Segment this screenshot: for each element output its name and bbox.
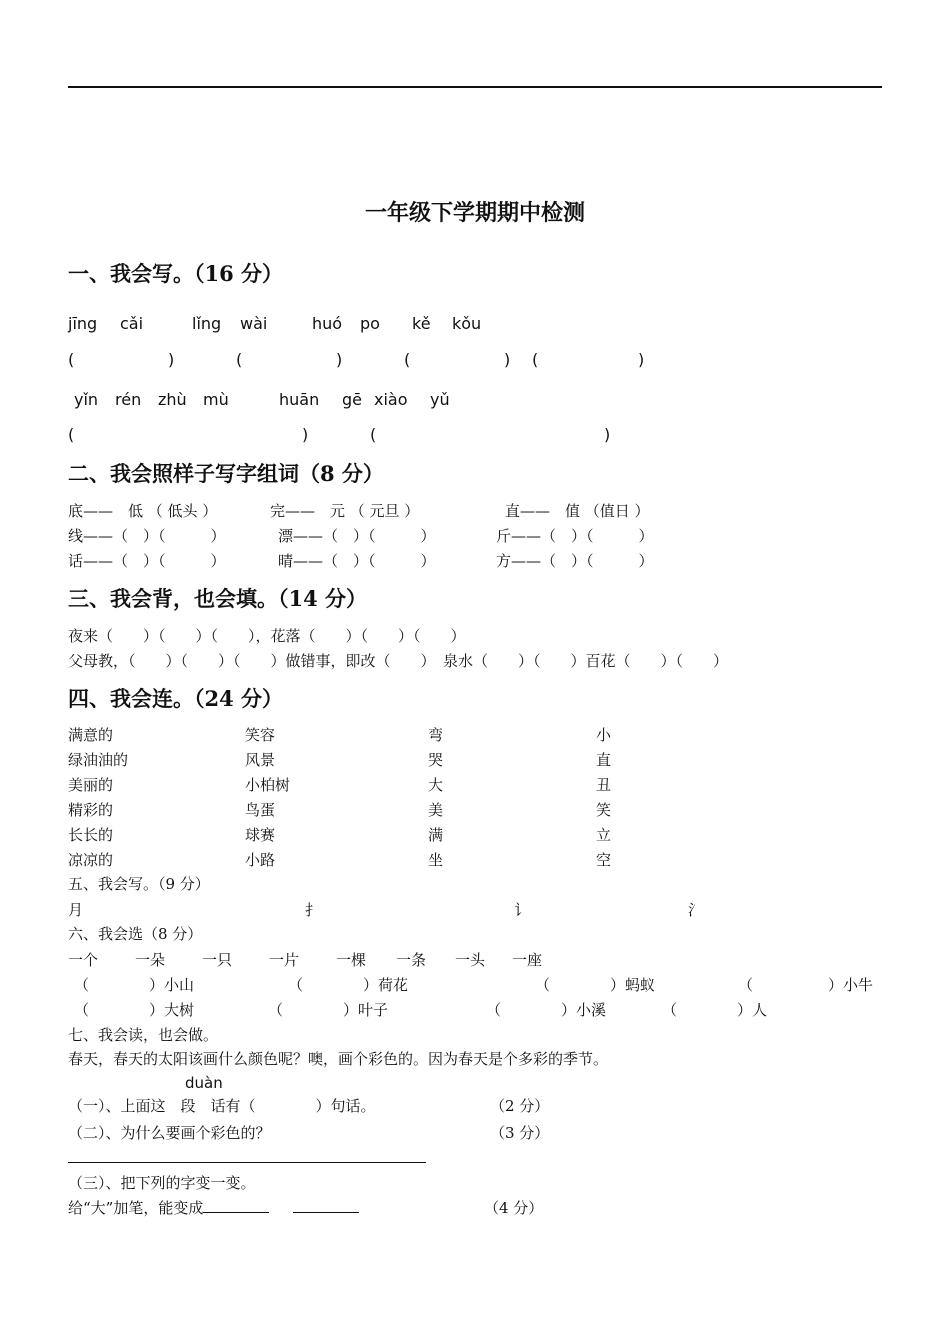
pinyin: jīng xyxy=(68,314,98,333)
close-bracket: ) xyxy=(336,350,343,369)
match-item[interactable]: 球赛 xyxy=(245,826,276,844)
question-3: （三）、把下列的字变一变。 xyxy=(68,1174,256,1192)
word-group-cell: 完—— 元 （ 元旦 ） xyxy=(270,502,420,520)
word-group-cell: 话——（ ）（ ） xyxy=(68,552,226,570)
fill-blank[interactable]: （ ）荷花 xyxy=(288,976,409,994)
pinyin: yǔ xyxy=(430,390,450,409)
match-item[interactable]: 直 xyxy=(596,751,612,769)
word-group-cell: 斤——（ ）（ ） xyxy=(496,527,654,545)
question-4-text: 给“大”加笔，能变成 xyxy=(68,1199,204,1217)
match-item[interactable]: 鸟蛋 xyxy=(245,801,276,819)
measure-word: 一条 xyxy=(396,951,427,969)
close-bracket: ) xyxy=(302,425,309,444)
close-bracket: ) xyxy=(168,350,175,369)
match-item[interactable]: 满 xyxy=(428,826,444,844)
question-2: （二）、为什么要画个彩色的？ xyxy=(68,1124,271,1142)
match-item[interactable]: 长长的 xyxy=(68,826,114,844)
fill-blank[interactable]: （ ）小山 xyxy=(74,976,195,994)
fill-blank[interactable]: （ ）叶子 xyxy=(268,1001,389,1019)
radical: 月 xyxy=(68,901,84,919)
measure-word: 一朵 xyxy=(135,951,166,969)
match-item[interactable]: 笑 xyxy=(596,801,612,819)
question-4 xyxy=(68,1197,359,1218)
section-6-heading: 六、我会选（8 分） xyxy=(68,925,203,943)
measure-word: 一只 xyxy=(202,951,233,969)
word-group-cell: 方——（ ）（ ） xyxy=(496,552,654,570)
pinyin: cǎi xyxy=(120,314,144,333)
match-item[interactable]: 大 xyxy=(428,776,444,794)
section-7-heading: 七、我会读，也会做。 xyxy=(68,1026,219,1044)
fill-blank[interactable]: （ ）蚂蚁 xyxy=(535,976,656,994)
pinyin-annotation: duàn xyxy=(185,1074,223,1092)
open-bracket: ( xyxy=(370,425,377,444)
fill-blank[interactable]: （ ）人 xyxy=(662,1001,768,1019)
open-bracket: ( xyxy=(532,350,539,369)
open-bracket: ( xyxy=(236,350,243,369)
close-bracket: ) xyxy=(604,425,611,444)
open-bracket: ( xyxy=(404,350,411,369)
word-group-cell: 漂——（ ）（ ） xyxy=(278,527,436,545)
radical: 扌 xyxy=(305,901,321,919)
match-item[interactable]: 哭 xyxy=(428,751,444,769)
fill-blank[interactable]: （ ）小牛 xyxy=(738,976,874,994)
pinyin: huó xyxy=(312,314,343,333)
radical: 氵 xyxy=(688,901,704,919)
section-3-heading: 三、我会背，也会填。（14 分） xyxy=(68,586,368,611)
measure-word: 一片 xyxy=(269,951,300,969)
question-2-score: （3 分） xyxy=(490,1124,550,1142)
measure-word: 一座 xyxy=(512,951,543,969)
match-item[interactable]: 小柏树 xyxy=(245,776,291,794)
match-item[interactable]: 坐 xyxy=(428,851,444,869)
page-title: 一年级下学期期中检测 xyxy=(364,200,585,226)
question-1-score: （2 分） xyxy=(490,1097,550,1115)
word-group-cell: 晴——（ ）（ ） xyxy=(278,552,436,570)
pinyin: rén xyxy=(115,390,142,409)
open-bracket: ( xyxy=(68,425,75,444)
word-group-cell: 线——（ ）（ ） xyxy=(68,527,226,545)
match-item[interactable]: 小 xyxy=(596,726,612,744)
pinyin: xiào xyxy=(374,390,408,409)
pinyin: po xyxy=(360,314,380,333)
pinyin: wài xyxy=(240,314,268,333)
pinyin: zhù xyxy=(158,390,187,409)
section-2-heading: 二、我会照样子写字组词（8 分） xyxy=(68,461,384,486)
match-item[interactable]: 风景 xyxy=(245,751,276,769)
question-1: （一）、上面这 段 话有（ ）句话。 xyxy=(68,1097,376,1115)
measure-word: 一个 xyxy=(68,951,99,969)
measure-word: 一棵 xyxy=(336,951,367,969)
match-item[interactable]: 笑容 xyxy=(245,726,276,744)
match-item[interactable]: 满意的 xyxy=(68,726,114,744)
answer-blank[interactable] xyxy=(203,1198,269,1213)
match-item[interactable]: 美丽的 xyxy=(68,776,114,794)
pinyin: lǐng xyxy=(192,314,222,333)
word-group-cell: 底—— 低 （ 低头 ） xyxy=(68,502,218,520)
answer-line[interactable] xyxy=(68,1162,426,1163)
match-item[interactable]: 立 xyxy=(596,826,612,844)
radical: 讠 xyxy=(514,901,530,919)
word-group-cell: 直—— 值 （值日 ） xyxy=(505,502,650,520)
top-rule xyxy=(68,86,882,88)
reading-passage: 春天，春天的太阳该画什么颜色呢？噢，画个彩色的。因为春天是个多彩的季节。 xyxy=(68,1050,609,1068)
pinyin: kě xyxy=(412,314,431,333)
section-1-heading: 一、我会写。（16 分） xyxy=(68,261,284,286)
pinyin: gē xyxy=(342,390,362,409)
match-item[interactable]: 美 xyxy=(428,801,444,819)
fill-blank[interactable]: （ ）小溪 xyxy=(486,1001,607,1019)
close-bracket: ) xyxy=(504,350,511,369)
match-item[interactable]: 小路 xyxy=(245,851,276,869)
match-item[interactable]: 空 xyxy=(596,851,612,869)
fill-blank[interactable]: （ ）大树 xyxy=(74,1001,195,1019)
match-item[interactable]: 绿油油的 xyxy=(68,751,129,769)
question-4-score: （4 分） xyxy=(484,1199,544,1217)
pinyin: huān xyxy=(279,390,320,409)
open-bracket: ( xyxy=(68,350,75,369)
match-item[interactable]: 精彩的 xyxy=(68,801,114,819)
pinyin: kǒu xyxy=(452,314,482,333)
section-4-heading: 四、我会连。（24 分） xyxy=(68,686,284,711)
close-bracket: ) xyxy=(638,350,645,369)
match-item[interactable]: 弯 xyxy=(428,726,444,744)
section-5-heading: 五、我会写。（9 分） xyxy=(68,875,210,893)
poem-line-2: 父母教，（ ）（ ）（ ）做错事，即改（ ） 泉水（ ）（ ）百花（ ）（ ） xyxy=(68,652,729,670)
pinyin: yǐn xyxy=(74,390,99,409)
match-item[interactable]: 凉凉的 xyxy=(68,851,114,869)
answer-blank[interactable] xyxy=(293,1198,359,1213)
poem-line-1: 夜来（ ）（ ）（ ），花落（ ）（ ）（ ） xyxy=(68,627,466,645)
match-item[interactable]: 丑 xyxy=(596,776,612,794)
pinyin: mù xyxy=(203,390,229,409)
measure-word: 一头 xyxy=(455,951,486,969)
